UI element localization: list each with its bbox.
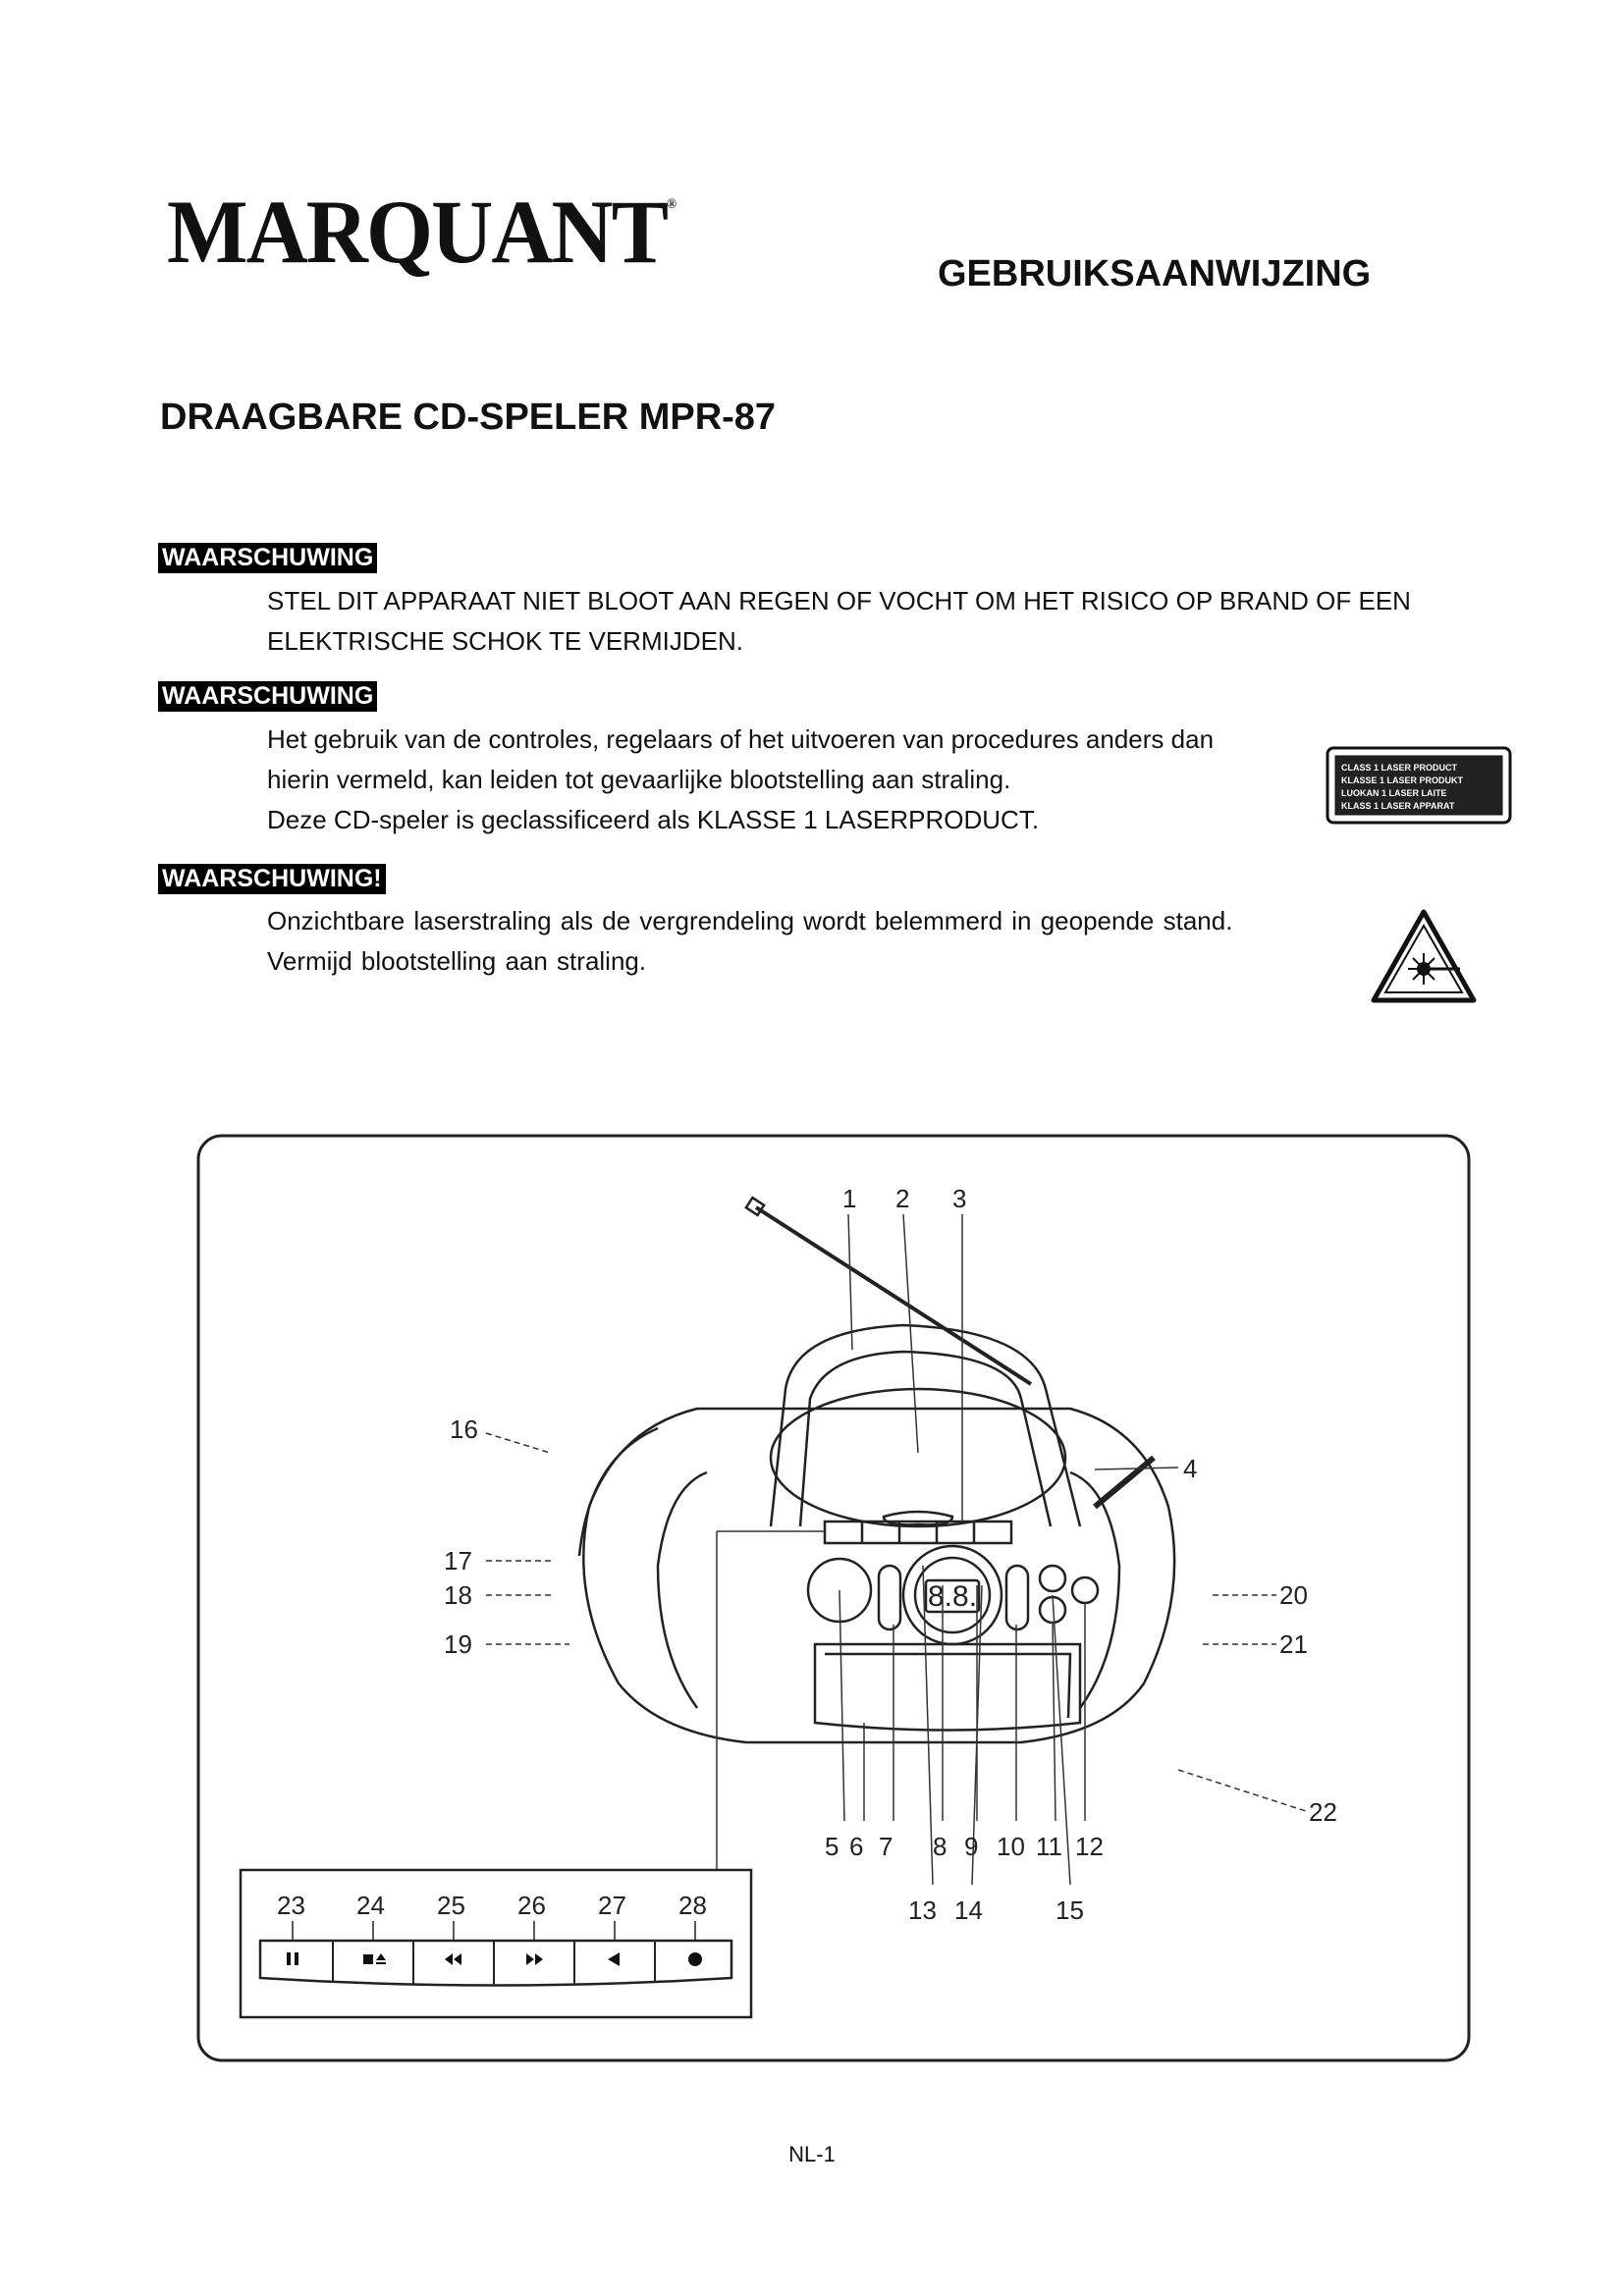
callout-4: 4 — [1183, 1454, 1198, 1483]
laser-label-line-1: CLASS 1 LASER PRODUCT — [1341, 763, 1458, 773]
button-number-23: 23 — [277, 1891, 305, 1920]
warning-1-line-1: STEL DIT APPARAAT NIET BLOOT AAN REGEN OF VOCHT OM HET RISICO OP BRAND OF EEN — [267, 586, 1411, 615]
laser-label-line-3: LUOKAN 1 LASER LAITE — [1341, 788, 1447, 798]
callout-6: 6 — [849, 1832, 864, 1861]
button-number-24: 24 — [356, 1891, 385, 1920]
callout-14: 14 — [954, 1896, 983, 1925]
display-digits: 8.8. — [928, 1580, 978, 1613]
callout-10: 10 — [997, 1832, 1025, 1861]
warning-1-line-2: ELEKTRISCHE SCHOK TE VERMIJDEN. — [267, 626, 743, 656]
warning-2-line-2: hierin vermeld, kan leiden tot gevaarlijke blootstelling aan straling. — [267, 765, 1011, 794]
callout-5: 5 — [825, 1832, 839, 1861]
callout-3: 3 — [952, 1184, 967, 1213]
callout-16: 16 — [450, 1415, 478, 1444]
callout-18: 18 — [444, 1580, 472, 1610]
callout-12: 12 — [1075, 1832, 1104, 1861]
product-diagram — [196, 1134, 1473, 2066]
callout-21: 21 — [1279, 1629, 1308, 1659]
button-panel-inset — [241, 1870, 751, 2017]
callout-11: 11 — [1036, 1832, 1062, 1861]
product-title: DRAAGBARE CD-SPELER MPR-87 — [160, 397, 777, 438]
callout-9: 9 — [964, 1832, 979, 1861]
warning-badge-3: WAARSCHUWING! — [158, 864, 386, 894]
laser-hazard-icon — [1370, 908, 1478, 1006]
warning-2-line-3: Deze CD-speler is geclassificeerd als KLASSE 1 LASERPRODUCT. — [267, 805, 1040, 834]
warning-badge-2: WAARSCHUWING — [158, 681, 377, 712]
button-number-25: 25 — [437, 1891, 465, 1920]
callout-1: 1 — [842, 1184, 857, 1213]
callout-7: 7 — [879, 1832, 893, 1861]
brand-logo — [167, 182, 676, 282]
laser-label-line-4: KLASS 1 LASER APPARAT — [1341, 801, 1455, 811]
callout-19: 19 — [444, 1629, 472, 1659]
warning-2-line-1: Het gebruik van de controles, regelaars of het uitvoeren van procedures anders dan — [267, 724, 1215, 754]
warning-3-line-1: Onzichtbare laserstraling als de vergrendeling wordt belemmerd in geopende stand. — [267, 906, 1233, 935]
button-number-28: 28 — [678, 1891, 707, 1920]
laser-product-label — [1326, 746, 1512, 825]
callout-13: 13 — [908, 1896, 937, 1925]
warning-badge-1: WAARSCHUWING — [158, 543, 377, 573]
warning-text-2 — [267, 720, 1214, 840]
laser-label-line-2: KLASSE 1 LASER PRODUKT — [1341, 775, 1464, 785]
callout-2: 2 — [895, 1184, 910, 1213]
warning-text-1 — [267, 581, 1411, 662]
warning-text-3 — [267, 901, 1232, 982]
document-title: GEBRUIKSAANWIJZING — [938, 253, 1372, 294]
warning-3-line-2: Vermijd blootstelling aan straling. — [267, 946, 647, 976]
record-icon — [688, 1952, 702, 1966]
callout-8: 8 — [933, 1832, 947, 1861]
callout-22: 22 — [1309, 1797, 1337, 1827]
callout-20: 20 — [1279, 1580, 1308, 1610]
registered-mark: ® — [667, 197, 676, 212]
button-number-27: 27 — [598, 1891, 626, 1920]
button-number-26: 26 — [517, 1891, 546, 1920]
brand-logo-text: MARQUANT — [167, 182, 668, 282]
callout-17: 17 — [444, 1546, 472, 1575]
callout-15: 15 — [1056, 1896, 1084, 1925]
page-number: NL-1 — [788, 2142, 836, 2166]
